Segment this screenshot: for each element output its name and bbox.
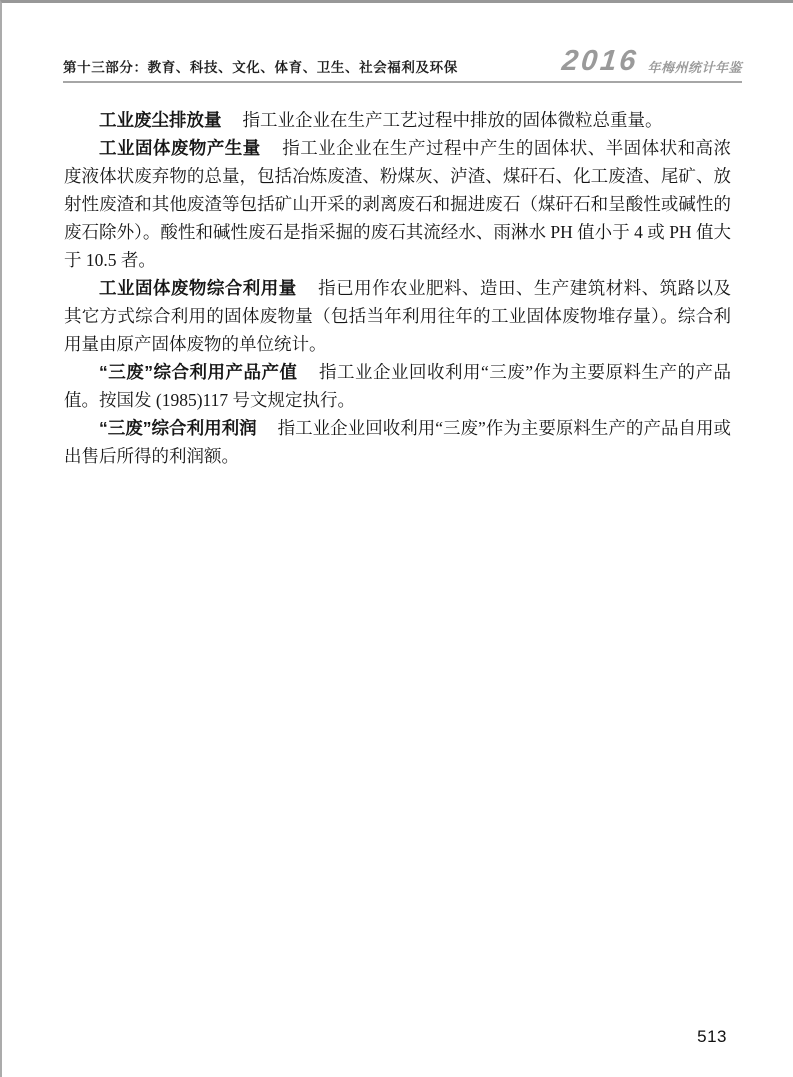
definition-text: 指工业企业回收利用“三废”作为主要原料生产的产品值。按国发 (1985)117 号文规定执行。 [64,362,731,410]
section-title: 第十三部分：教育、科技、文化、体育、卫生、社会福利及环保 [63,60,458,75]
definition-paragraph [64,106,731,134]
definition-text: 指工业企业回收利用“三废”作为主要原料生产的产品自用或出售后所得的利润额。 [64,418,731,466]
yearbook-title [562,47,742,76]
definition-paragraph [64,414,731,470]
definition-paragraph [64,134,731,274]
definition-paragraph [64,358,731,414]
definition-paragraph [64,274,731,358]
definition-text: 指已用作农业肥料、造田、生产建筑材料、筑路以及其它方式综合利用的固体废物量（包括当年利用往年的工业固体废物堆存量）。综合利用量由原产固体废物的单位统计。 [64,278,732,354]
page-number: 513 [697,1027,727,1046]
page-header [63,47,742,83]
definition-text: 指工业企业在生产工艺过程中排放的固体微粒总重量。 [242,110,663,130]
yearbook-year: 2016 [560,45,641,77]
term-label: “三废”综合利用产品产值 [99,362,298,382]
yearbook-title-suffix: 年梅州统计年鉴 [647,60,742,75]
term-label: 工业固体废物综合利用量 [99,278,297,298]
term-label: 工业废尘排放量 [99,110,222,130]
term-label: 工业固体废物产生量 [99,138,261,158]
definition-text: 指工业企业在生产过程中产生的固体状、半固体状和高浓度液体状废弃物的总量，包括冶炼废渣、粉煤灰、泸渣、煤矸石、化工废渣、尾矿、放射性废渣和其他废渣等包括矿山开采的剥离废石和掘进废石（煤矸石和呈酸性或碱性的废石除外）。酸性和碱性废石是指采掘的废石其流经水、雨淋水 PH 值小于 4 或 PH 值大于 10.5 者。 [64,138,732,270]
term-label: “三废”综合利用利润 [99,418,257,438]
definitions-body [64,106,731,470]
